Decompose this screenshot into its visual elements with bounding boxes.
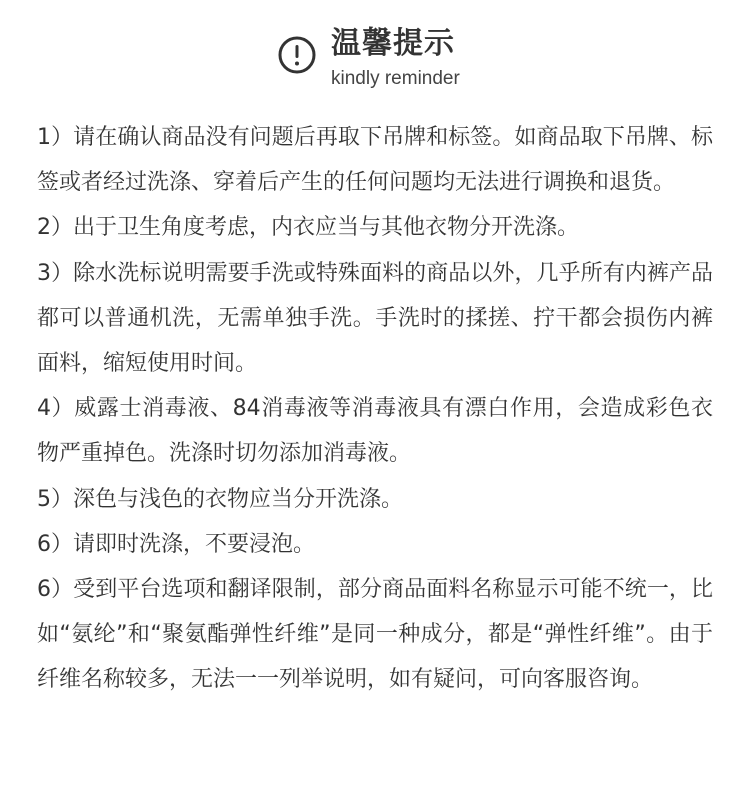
reminder-header [0,0,750,110]
page-subtitle: kindly reminder [331,68,460,89]
exclamation-circle-icon [277,35,317,75]
reminder-item: 6）请即时洗涤，不要浸泡。 [37,531,315,557]
reminder-item: 6）受到平台选项和翻译限制，部分商品面料名称显示可能不统一，比如“氨纶”和“聚氨酯弹性纤维”是同一种成分，都是“弹性纤维”。由于纤维名称较多，无法一一列举说明，如有疑问，可向客服咨询。 [37,577,713,693]
reminder-item: 1）请在确认商品没有问题后再取下吊牌和标签。如商品取下吊牌、标签或者经过洗涤、穿着后产生的任何问题均无法进行调换和退货。 [37,125,713,196]
reminder-item: 4）威露士消毒液、84消毒液等消毒液具有漂白作用，会造成彩色衣物严重掉色。洗涤时切勿添加消毒液。 [37,396,713,467]
reminder-list [37,115,713,703]
reminder-item: 3）除水洗标说明需要手洗或特殊面料的商品以外，几乎所有内裤产品都可以普通机洗，无需单独手洗。手洗时的揉搓、拧干都会损伤内裤面料，缩短使用时间。 [37,260,713,377]
page-title: 温馨提示 [331,26,455,61]
reminder-item: 5）深色与浅色的衣物应当分开洗涤。 [37,486,403,512]
reminder-item: 2）出于卫生角度考虑，内衣应当与其他衣物分开洗涤。 [37,215,579,241]
